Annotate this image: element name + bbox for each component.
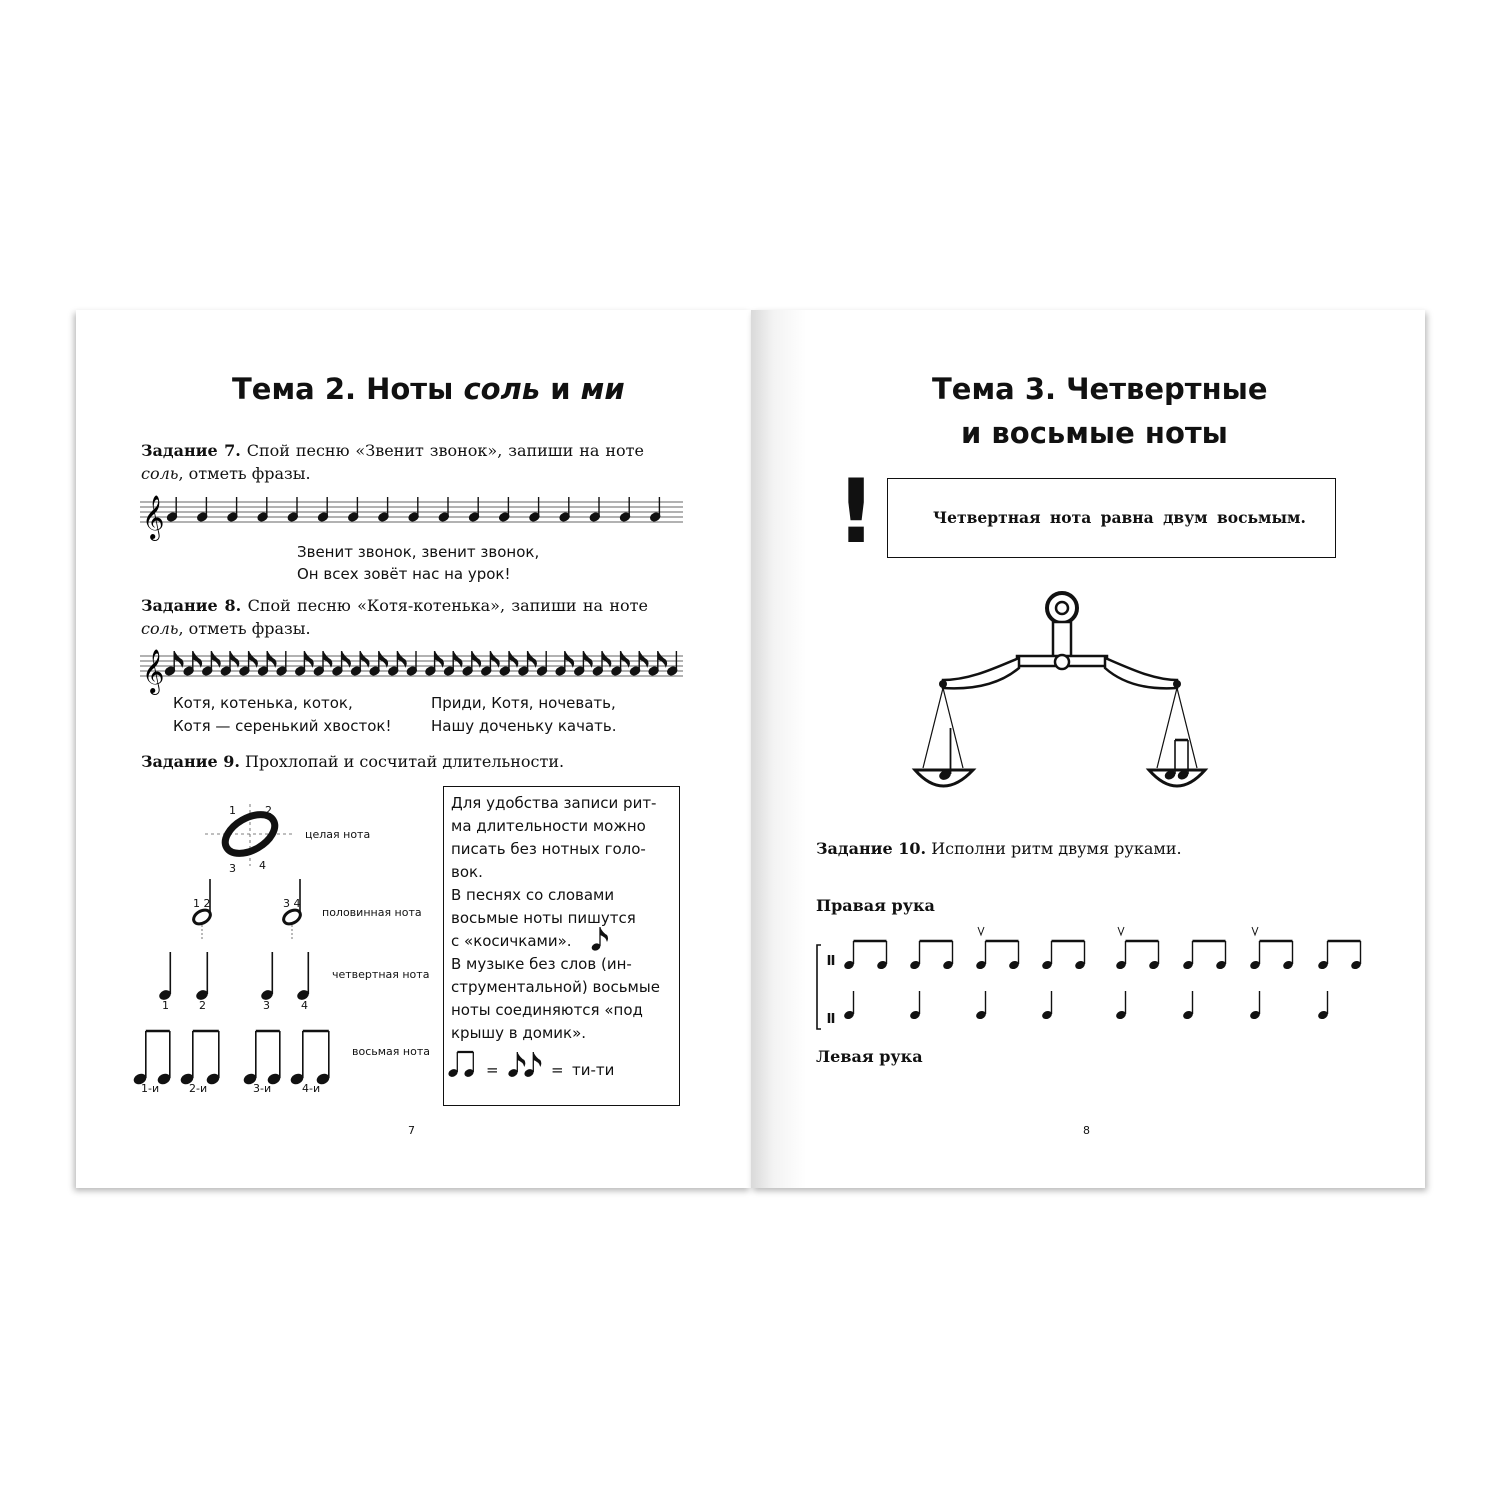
note-flag <box>267 651 276 667</box>
note-flag <box>193 651 202 667</box>
breath-mark-icon <box>1252 927 1258 935</box>
info-box-notes <box>445 925 665 965</box>
note-flag <box>472 651 481 667</box>
breath-mark-icon <box>1118 927 1124 935</box>
task7-staff <box>140 488 690 548</box>
quarter-count-4: 4 <box>301 999 308 1012</box>
scale-arm-left <box>943 658 1019 688</box>
quarter-count-1: 1 <box>162 999 169 1012</box>
page-number-8: 8 <box>1083 1124 1090 1137</box>
whole-count-3: 3 <box>229 862 236 875</box>
eighth-count-4: 4-и <box>302 1082 321 1095</box>
scale-ring-inner <box>1056 602 1068 614</box>
lyric-line: Котя, котенька, коток, <box>173 694 353 712</box>
note-flag <box>304 651 313 667</box>
whole-note-label: целая нота <box>305 828 371 841</box>
equals-sign: = <box>551 1061 564 1079</box>
note-flag <box>565 651 574 667</box>
half-note-label: половинная нота <box>322 906 422 919</box>
half-count-2: 3 4 <box>283 897 301 910</box>
note-flag <box>249 651 258 667</box>
eighth-count-2: 2-и <box>189 1082 208 1095</box>
note-flag <box>602 651 611 667</box>
info-box-text: Для удобства записи рит- ма длительности можно писать без нотных голо- вок. В песнях со словами восьмые ноты пишутся с «косичками». В музыке без слов (ин- струментальной) восьмые ноты соединяются «под крышу в домик». <box>451 794 660 1042</box>
whole-count-1: 1 <box>229 804 236 817</box>
lyric-line: Он всех зовёт нас на урок! <box>297 565 511 583</box>
scale-pivot <box>1055 655 1069 669</box>
right-hand-label: Правая рука <box>816 896 935 915</box>
lyric-line: Звенит звонок, звенит звонок, <box>297 543 540 561</box>
note-flag <box>528 651 537 667</box>
lyric-line: Нашу доченьку качать. <box>431 717 617 735</box>
eighth-count-3: 3-и <box>253 1082 272 1095</box>
rhythm-score <box>815 925 1375 1035</box>
task10-text: Задание 10. Исполни ритм двумя руками. <box>816 839 1182 858</box>
task8-lyrics-col1 <box>173 692 391 738</box>
right-page-title-line1: Тема 3. Четвертные <box>932 372 1268 406</box>
half-count-1: 1 2 <box>193 897 211 910</box>
note-flag <box>621 651 630 667</box>
scale-string <box>943 688 963 768</box>
note-durations-diagram <box>130 790 430 1110</box>
task7-lyrics <box>297 541 539 585</box>
scale-hook <box>1173 680 1181 688</box>
exclamation-icon: ! <box>836 460 877 563</box>
lyric-line: Приди, Котя, ночевать, <box>431 694 616 712</box>
scale-string <box>1177 688 1197 768</box>
note-flag <box>583 651 592 667</box>
note-flag <box>397 651 406 667</box>
scale-string <box>923 688 943 768</box>
scale-hook <box>939 680 947 688</box>
note-flag <box>639 651 648 667</box>
scale-arm-right <box>1105 658 1177 688</box>
note-flag <box>453 651 462 667</box>
eighth-note-flag <box>600 927 608 942</box>
system-bracket <box>817 945 821 1029</box>
left-hand-label: Левая рука <box>816 1047 923 1066</box>
left-page-title: Тема 2. Ноты соль и ми <box>232 372 625 406</box>
eighth-note-label: восьмая нота <box>352 1045 430 1058</box>
titi-text: ти-ти <box>572 1061 615 1079</box>
note-flag <box>490 651 499 667</box>
page-number-7: 7 <box>408 1124 415 1137</box>
quarter-count-3: 3 <box>263 999 270 1012</box>
note-flag <box>230 651 239 667</box>
task8-text: Задание 8. Спой песню «Котя-котенька», запиши на ноте соль, отметь фразы. <box>141 596 649 638</box>
note-flag <box>509 651 518 667</box>
whole-count-2: 2 <box>265 804 272 817</box>
note-flag <box>323 651 332 667</box>
note-flag <box>379 651 388 667</box>
task9-text: Задание 9. Прохлопай и сосчитай длительности. <box>141 752 565 771</box>
eighth-count-1: 1-и <box>141 1082 160 1095</box>
scale-string <box>1157 688 1177 768</box>
task8-lyrics-col2 <box>431 692 617 738</box>
treble-clef-icon: 𝄞 <box>142 649 165 693</box>
breath-mark-icon <box>978 927 984 935</box>
right-page-title-line2: и восьмые ноты <box>961 416 1228 450</box>
whole-count-4: 4 <box>259 859 266 872</box>
note-flag <box>435 651 444 667</box>
task7-text: Задание 7. Спой песню «Звенит звонок», запиши на ноте соль, отметь фразы. <box>141 441 644 483</box>
treble-clef-icon: 𝄞 <box>142 495 165 539</box>
quarter-note-label: четвертная нота <box>332 968 430 981</box>
note-flag <box>174 651 183 667</box>
equals-sign: = <box>486 1061 499 1079</box>
note-flag <box>360 651 369 667</box>
note-flag <box>342 651 351 667</box>
quarter-count-2: 2 <box>199 999 206 1012</box>
balance-scale-icon <box>915 588 1195 808</box>
note-flag <box>211 651 220 667</box>
note-flag <box>658 651 667 667</box>
lyric-line: Котя — серенький хвосток! <box>173 717 392 735</box>
rule-text: Четвертная нота равна двум восьмым. <box>933 508 1306 527</box>
